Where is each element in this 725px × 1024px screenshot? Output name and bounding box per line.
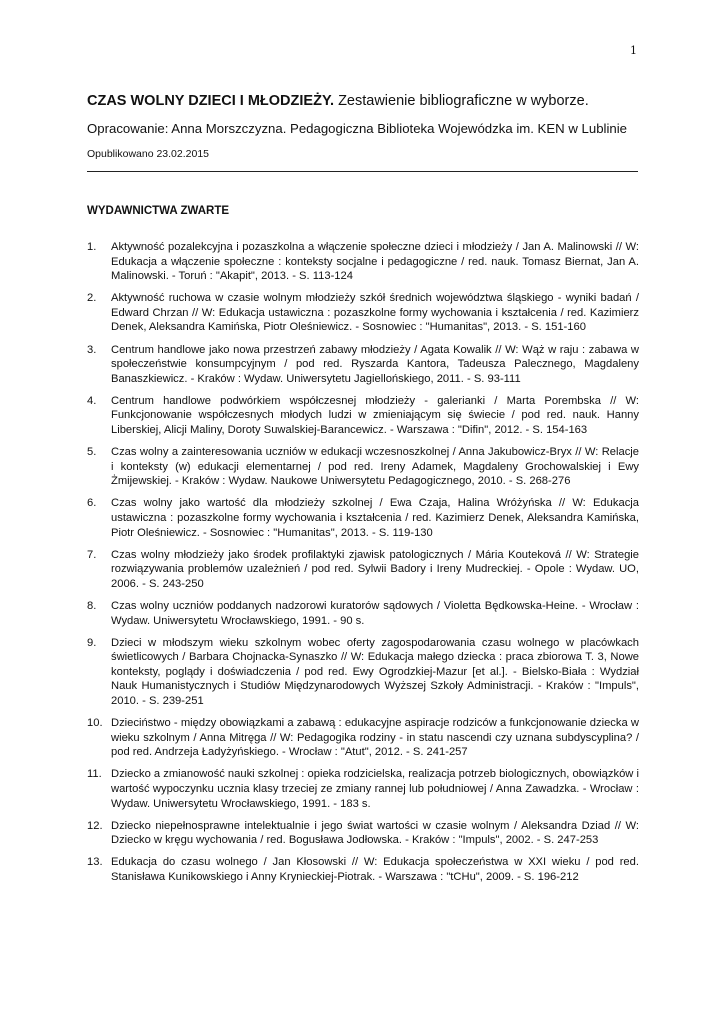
document-title-bold: CZAS WOLNY DZIECI I MŁODZIEŻY.	[87, 93, 335, 109]
entry-text: Dzieci w młodszym wieku szkolnym wobec oferty zagospodarowania czasu wolnego w placówkach świetlicowych / Barbara Chojnacka-Synaszko // W: Edukacja małego dziecka : praca zbiorowa T. 3, Nowe konteksty, poglądy i doświadczenia / pod red. Ewy Ogrodzkiej-Mazur [et al.]. - Bielsko-Biała : Wydział Nauk Humanistycznych i Studiów Międzynarodowych Wyższej Szkoły Administracji. - Kraków : "Impuls", 2010. - S. 239-251	[111, 636, 639, 708]
bibliography-entry	[87, 343, 639, 387]
bibliography-entry	[87, 767, 639, 811]
entry-number: 4.	[87, 394, 97, 407]
entry-number: 9.	[87, 636, 97, 649]
prepared-by: Opracowanie: Anna Morszczyzna. Pedagogiczna Biblioteka Wojewódzka im. KEN w Lublinie	[87, 121, 627, 136]
entry-number: 12.	[87, 819, 103, 832]
header-divider	[87, 171, 638, 172]
bibliography-entry	[87, 716, 639, 760]
publication-date: Opublikowano 23.02.2015	[87, 148, 210, 160]
entry-text: Centrum handlowe jako nowa przestrzeń zabawy młodzieży / Agata Kowalik // W: Wąż w raju : zabawa w społeczeństwie konsumpcyjnym / pod red. Ryszarda Kantora, Tadeusza Palecznego, Magdaleny Banaszkiewicz. - Kraków : Wydaw. Uniwersytetu Jagiellońskiego, 2011. - S. 93-111	[111, 343, 639, 385]
entry-number: 11.	[87, 768, 102, 781]
entry-text: Czas wolny młodzieży jako środek profilaktyki zjawisk patologicznych / Mária Kouteková // W: Strategie rozwiązywania problemów uzależnień / pod red. Sylwii Badory i Ireny Mudreckiej. - Opole : Wydaw. UO, 2006. - S. 243-250	[111, 548, 639, 590]
document-title	[87, 93, 589, 109]
bibliography-entry	[87, 496, 639, 540]
bibliography-list	[87, 240, 639, 892]
bibliography-entry	[87, 636, 639, 709]
entry-number: 6.	[87, 497, 97, 510]
entry-text: Aktywność pozalekcyjna i pozaszkolna a włączenie społeczne dzieci i młodzieży / Jan A. Malinowski // W: Edukacja a włączenie społeczne : konteksty socjalne i pedagogiczne / red. nauk. Tomasz Biernat, Jan A. Malinowski. - Toruń : "Akapit", 2013. - S. 113-124	[111, 241, 639, 283]
bibliography-entry	[87, 599, 639, 628]
entry-number: 8.	[87, 599, 97, 612]
entry-text: Dziecko a zmianowość nauki szkolnej : opieka rodzicielska, realizacja potrzeb biologicznych, obowiązków i wartość wypoczynku ucznia klasy trzeciej ze zmiany rannej lub południowej / Anna Zawadzka. - Wrocław : Wydaw. Uniwersytetu Wrocławskiego, 1991. - 183 s.	[111, 768, 639, 810]
bibliography-entry	[87, 548, 639, 592]
entry-number: 7.	[87, 548, 97, 561]
entry-text: Dzieciństwo - między obowiązkami a zabawą : edukacyjne aspiracje rodziców a funkcjonowanie dziecka w wieku szkolnym / Anna Mitręga // W: Pedagogika rodziny - in statu nascendi czy uznana subdyscyplina? / pod red. Andrzeja Ładyżyńskiego. - Wrocław : "Atut", 2012. - S. 241-257	[111, 717, 639, 759]
entry-text: Czas wolny a zainteresowania uczniów w edukacji wczesnoszkolnej / Anna Jakubowicz-Bryx // W: Relacje i konteksty (w) edukacji elementarnej / pod red. Ireny Adamek, Magdaleny Grochowalskiej i Ewy Żmijewskiej. - Kraków : Wydaw. Naukowe Uniwersytetu Pedagogicznego, 2010. - S. 268-276	[111, 446, 639, 488]
entry-text: Czas wolny jako wartość dla młodzieży szkolnej / Ewa Czaja, Halina Wróżyńska // W: Edukacja ustawiczna : pozaszkolne formy wychowania i kształcenia / red. Kazimierz Denek, Aleksandra Kamińska, Piotr Oleśniewicz. - Sosnowiec : "Humanitas", 2013. - S. 119-130	[111, 497, 639, 539]
entry-number: 3.	[87, 343, 97, 356]
bibliography-entry	[87, 819, 639, 848]
entry-number: 2.	[87, 292, 97, 305]
entry-number: 10.	[87, 717, 103, 730]
section-title: WYDAWNICTWA ZWARTE	[87, 205, 230, 217]
entry-number: 5.	[87, 446, 97, 459]
entry-text: Aktywność ruchowa w czasie wolnym młodzieży szkół średnich województwa śląskiego - wyniki badań / Edward Chrzan // W: Edukacja ustawiczna : pozaszkolne formy wychowania i kształcenia / red. Kazimierz Denek, Aleksandra Kamińska, Piotr Oleśniewicz. - Sosnowiec : "Humanitas", 2013. - S. 151-160	[111, 292, 639, 334]
bibliography-entry	[87, 291, 639, 335]
entry-text: Czas wolny uczniów poddanych nadzorowi kuratorów sądowych / Violetta Będkowska-Heine. - Wrocław : Wydaw. Uniwersytetu Wrocławskiego, 1991. - 90 s.	[111, 599, 639, 627]
entry-number: 1.	[87, 241, 97, 253]
entry-text: Centrum handlowe podwórkiem współczesnej młodzieży - galerianki / Marta Porembska // W: Funkcjonowanie współczesnych młodych ludzi w zmieniającym się świecie / pod red. nauk. Hanny Liberskiej, Alicji Maliny, Doroty Suwalskiej-Barancewicz. - Warszawa : "Difin", 2012. - S. 154-163	[111, 394, 639, 437]
bibliography-entry	[87, 240, 639, 284]
bibliography-entry	[87, 855, 639, 884]
document-title-rest: Zestawienie bibliograficzne w wyborze.	[334, 93, 589, 109]
entry-text: Edukacja do czasu wolnego / Jan Kłosowski // W: Edukacja społeczeństwa w XXI wieku / pod red. Stanisława Kunikowskiego i Anny Krynieckiej-Piotrak. - Warszawa : "tCHu", 2009. - S. 196-212	[111, 856, 639, 883]
page-number: 1	[630, 44, 637, 57]
bibliography-entry	[87, 445, 639, 489]
entry-number: 13.	[87, 856, 103, 869]
bibliography-entry	[87, 394, 639, 438]
entry-text: Dziecko niepełnosprawne intelektualnie i jego świat wartości w czasie wolnym / Aleksandra Dziad // W: Dziecko w kręgu wychowania / red. Bogusława Jodłowska. - Kraków : "Impuls", 2002. - S. 247-253	[111, 819, 639, 847]
